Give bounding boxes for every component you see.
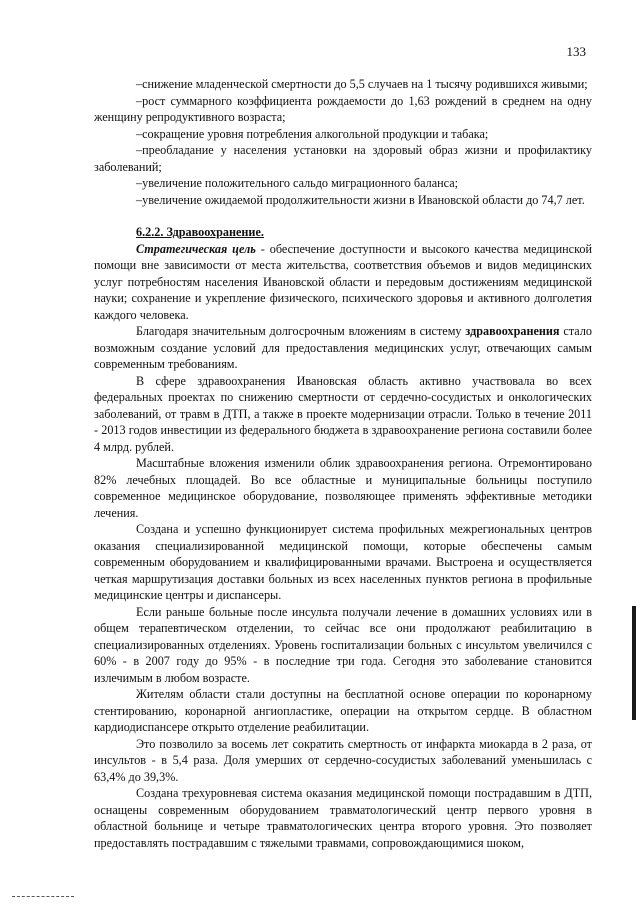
bullet-item: –увеличение положительного сальдо миграционного баланса; [136,176,459,190]
body-paragraph: Создана трехуровневая система оказания медицинской помощи пострадавшим в ДТП, оснащены современным оборудованием травматологический центр первого уровня в областной больнице и четыре травматологических центра второго уровня. Это позволяет предоставлять пострадавшим с тяжелыми травмами, сопровождающимися шоком, [94,786,592,850]
bullet-item: –сокращение уровня потребления алкогольной продукции и табака; [136,126,489,141]
bullet-item: –увеличение ожидаемой продолжительности жизни в Ивановской области до 74,7 лет. [136,192,585,207]
body-paragraph: Создана и успешно функционирует система профильных межрегиональных центров оказания специализированной медицинской помощи, которые обеспечены самым современным оборудованием и квалифицированными врачами. Выстроена и осуществляется четкая маршрутизация доставки больных из всех населенных пунктов региона в профильные медицинские центры и диспансеры. [94,522,592,602]
footer-line [12,896,74,897]
section-heading: 6.2.2. Здравоохранение. [136,225,264,239]
body-paragraph: Это позволило за восемь лет сократить смертность от инфаркта миокарда в 2 раза, от инсультов - в 5,4 раза. Доля умерших от сердечно-сосудистых заболеваний уменьшилась с 63,4% до 39,3%. [94,736,592,784]
bullet-item: –преобладание у населения установки на здоровый образ жизни и профилактику заболеваний; [94,143,592,174]
body-paragraph: Если раньше больные после инсульта получали лечение в домашних условиях или в общем терапевтическом отделении, то сейчас все они продолжают реабилитацию в специализированных отделениях. Уровень госпитализации больных с инсультом увеличился с 60% - в 2007 году до 95% - в последние три года. Сегодня это заболевание становится излечимым в любом возрасте. [94,604,592,685]
strategic-goal-text: - обеспечение доступности и высокого качества медицинской помощи вне зависимости от места жительства, соответствия объемов и видов медицинских услуг потребностям населения Ивановской области и передовым достижениям медицинской науки; сохранение и укрепление физического, психического здоровья и активного долголетия каждого человека. [94,241,593,322]
bullet-item: –рост суммарного коэффициента рождаемости до 1,63 рождений в среднем на одну женщину репродуктивного возраста; [94,93,592,124]
investments-paragraph [94,323,592,373]
scan-edge-mark [632,606,636,720]
investments-bold-term: здравоохранения [465,324,560,338]
body-paragraph: Масштабные вложения изменили облик здравоохранения региона. Отремонтировано 82% лечебных площадей. Во все областные и муниципальные больницы поступило современное медицинское оборудование, позволяющее применять эффективные методики лечения. [94,456,592,520]
investments-text-after: стало возможным создание условий для предоставления медицинских услуг, отвечающих самым современным требованиям. [94,324,592,371]
strategic-goal-label: Стратегическая цель [136,241,256,256]
document-body [94,76,592,851]
bullet-item: –снижение младенческой смертности до 5,5 случаев на 1 тысячу родившихся живыми; [136,77,588,91]
body-paragraph: В сфере здравоохранения Ивановская область активно участвовала во всех федеральных проектах по снижению смертности от сердечно-сосудистых и онкологических заболеваний, от травм в ДТП, а также в проекте модернизации отрасли. Только в течение 2011 - 2013 годов инвестиции из федерального бюджета в здравоохранение региона составили более 4 млрд. рублей. [94,373,592,454]
page-number: 133 [566,44,586,59]
body-paragraph: Жителям области стали доступны на бесплатной основе операции по коронарному стентированию, коронарной ангиопластике, операции на открытом сердце. В областном кардиодиспансере открыто отделение реабилитации. [94,687,592,734]
investments-text-before: Благодаря значительным долгосрочным вложениям в систему [136,324,466,338]
strategic-goal-paragraph [94,241,592,324]
